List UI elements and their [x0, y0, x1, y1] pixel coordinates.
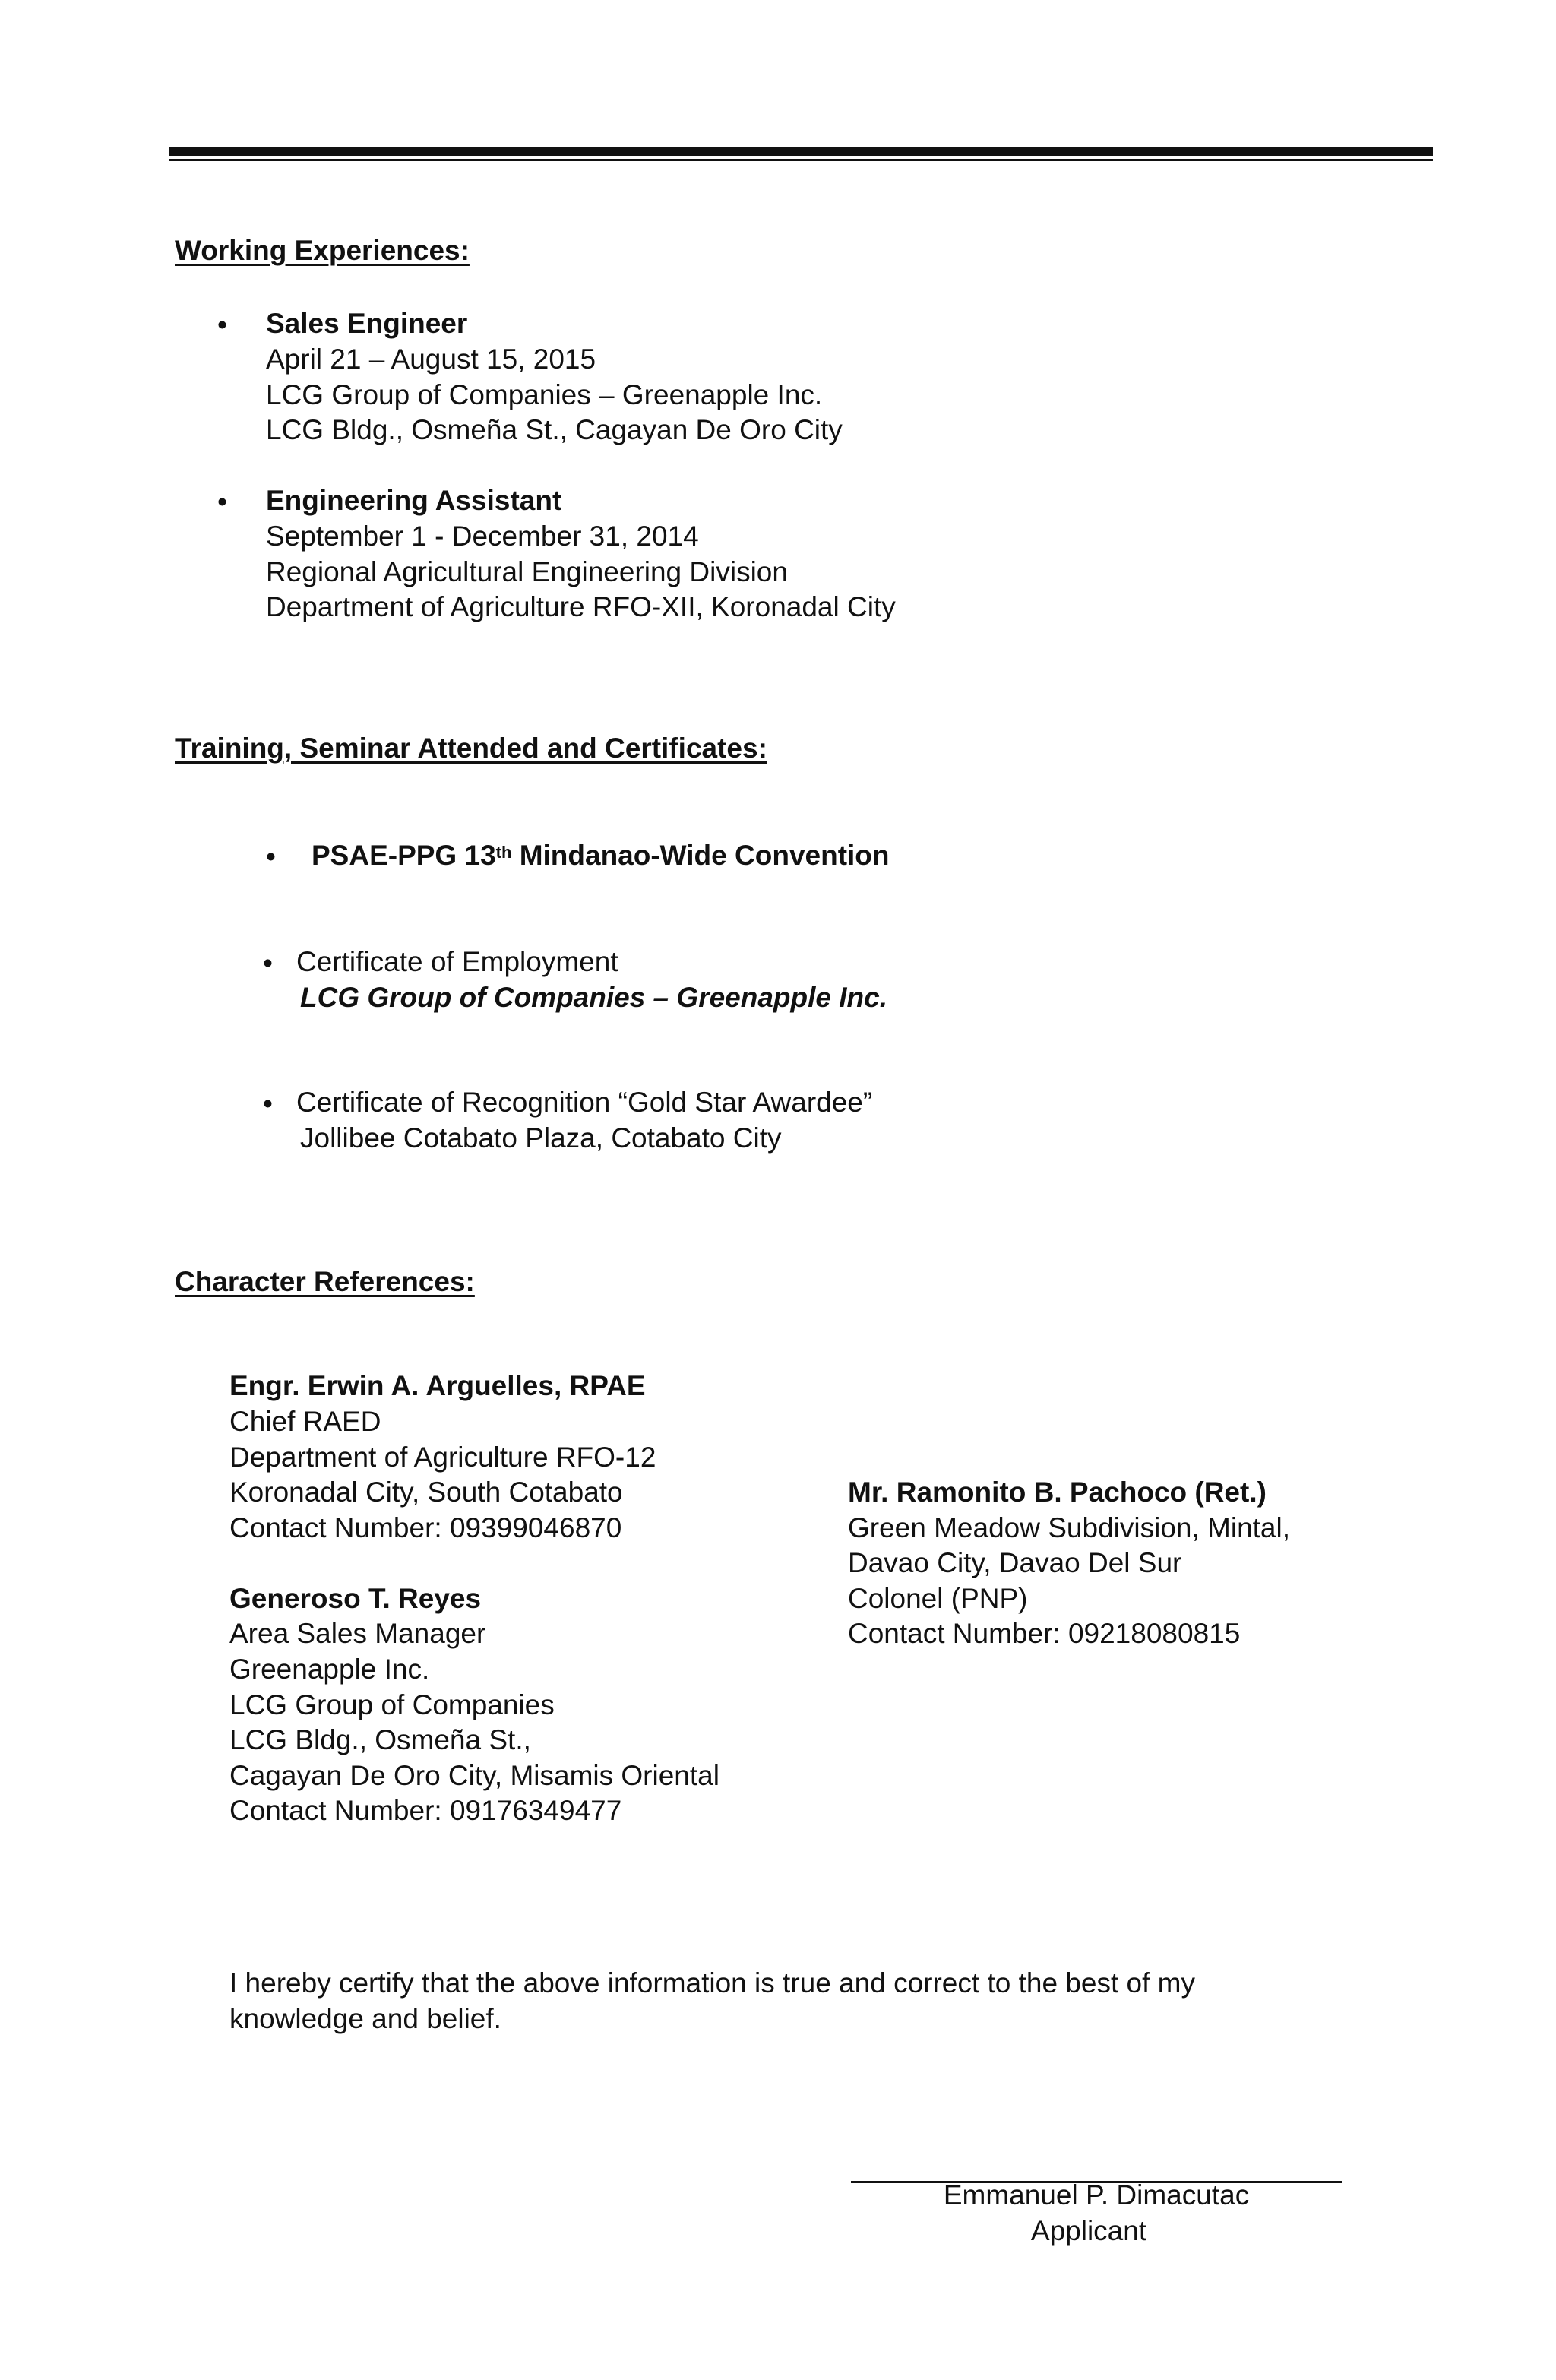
ref-1-line: Koronadal City, South Cotabato: [229, 1476, 623, 1508]
ref-2-line: Cagayan De Oro City, Misamis Oriental: [229, 1760, 719, 1791]
training-heading: Training, Seminar Attended and Certificates:: [175, 733, 767, 764]
certification-line-1: I hereby certify that the above information is true and correct to the best of my: [229, 1967, 1195, 1999]
bullet-icon: •: [263, 948, 273, 979]
training-item-convention: PSAE-PPG 13th Mindanao-Wide Convention: [312, 840, 890, 871]
ref-1-line: Department of Agriculture RFO-12: [229, 1442, 656, 1473]
header-rule-thin: [169, 159, 1433, 161]
job-2-dates: September 1 - December 31, 2014: [266, 521, 699, 552]
references-heading: Character References:: [175, 1266, 475, 1297]
certificate-employment: Certificate of Employment: [296, 946, 618, 977]
bullet-icon: •: [266, 841, 276, 872]
bullet-icon: •: [217, 309, 227, 340]
job-1-dates: April 21 – August 15, 2015: [266, 343, 596, 375]
job-2-address: Department of Agriculture RFO-XII, Koronadal City: [266, 591, 896, 622]
ref-2-line: LCG Group of Companies: [229, 1689, 555, 1720]
job-1-company: LCG Group of Companies – Greenapple Inc.: [266, 379, 823, 410]
ref-1-line: Chief RAED: [229, 1406, 381, 1437]
bullet-icon: •: [263, 1088, 273, 1119]
job-2-company: Regional Agricultural Engineering Division: [266, 556, 788, 587]
job-2-title: Engineering Assistant: [266, 485, 562, 516]
certificate-employment-company: LCG Group of Companies – Greenapple Inc.: [300, 982, 888, 1013]
applicant-role: Applicant: [1030, 2215, 1147, 2246]
ref-3-line: Colonel (PNP): [848, 1583, 1028, 1614]
job-1-address: LCG Bldg., Osmeña St., Cagayan De Oro City: [266, 414, 843, 445]
ref-2-name: Generoso T. Reyes: [229, 1583, 482, 1614]
header-rule-thick: [169, 147, 1433, 156]
ref-2-line: Area Sales Manager: [229, 1618, 486, 1649]
ref-2-line: Contact Number: 09176349477: [229, 1795, 622, 1826]
ref-3-line: Contact Number: 09218080815: [848, 1618, 1241, 1649]
certification-line-2: knowledge and belief.: [229, 2003, 501, 2034]
ref-2-line: LCG Bldg., Osmeña St.,: [229, 1724, 531, 1755]
ref-1-name: Engr. Erwin A. Arguelles, RPAE: [229, 1370, 646, 1401]
ref-1-line: Contact Number: 09399046870: [229, 1512, 622, 1543]
ref-2-line: Greenapple Inc.: [229, 1654, 430, 1685]
certificate-recognition: Certificate of Recognition “Gold Star Awardee”: [296, 1087, 873, 1118]
certificate-recognition-place: Jollibee Cotabato Plaza, Cotabato City: [300, 1122, 782, 1154]
working-experiences-heading: Working Experiences:: [175, 235, 470, 266]
applicant-name: Emmanuel P. Dimacutac: [943, 2179, 1250, 2211]
ref-3-line: Green Meadow Subdivision, Mintal,: [848, 1512, 1291, 1543]
ref-3-line: Davao City, Davao Del Sur: [848, 1547, 1182, 1578]
job-1-title: Sales Engineer: [266, 308, 468, 339]
ref-3-name: Mr. Ramonito B. Pachoco (Ret.): [848, 1476, 1267, 1508]
bullet-icon: •: [217, 486, 227, 517]
